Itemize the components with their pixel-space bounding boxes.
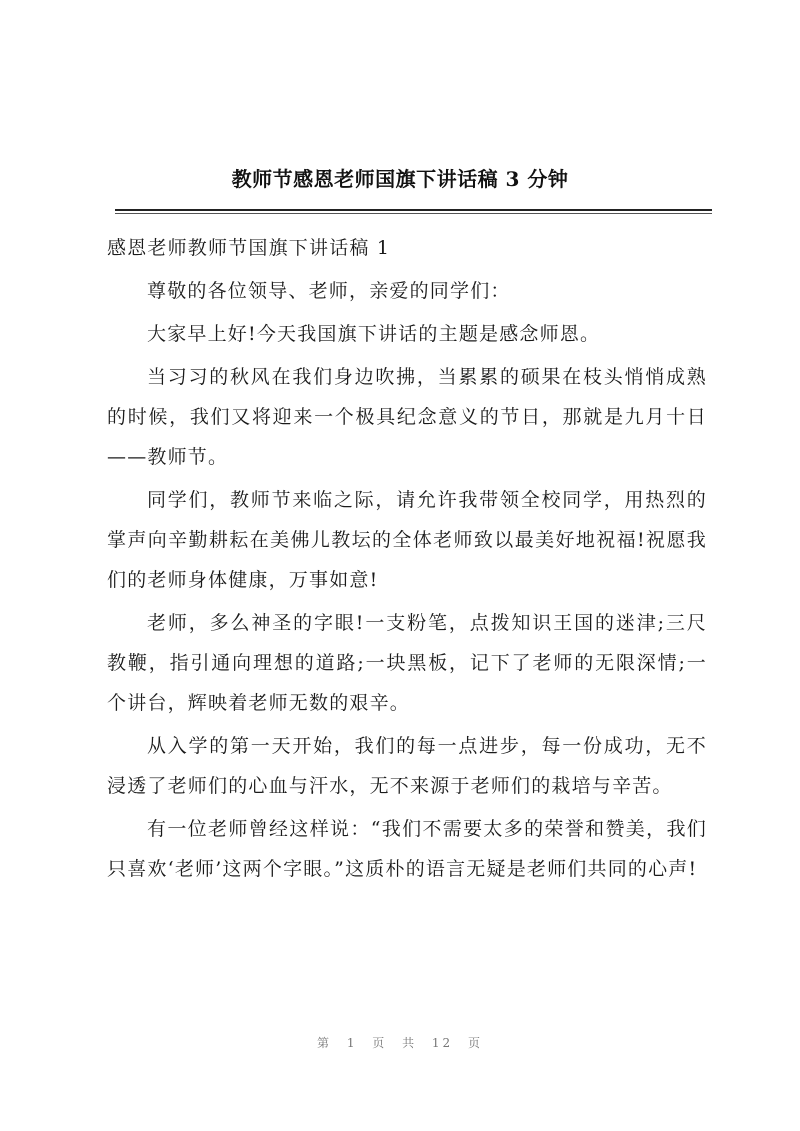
paragraph-teacher: 老师，多么神圣的字眼!一支粉笔，点拨知识王国的迷津;三尺教鞭，指引通向理想的道路;一块黑板，记下了老师的无限深情;一个讲台，辉映着老师无数的艰辛。	[107, 612, 707, 714]
paragraph-opening: 大家早上好!今天我国旗下讲话的主题是感念师恩。	[147, 323, 601, 345]
paragraph-blessing: 同学们，教师节来临之际，请允许我带领全校同学，用热烈的掌声向辛勤耕耘在美佛儿教坛的全体老师致以最美好地祝福!祝愿我们的老师身体健康，万事如意!	[107, 489, 707, 591]
title-divider-thin	[115, 213, 712, 214]
document-body	[107, 228, 707, 892]
paragraph-autumn: 当习习的秋风在我们身边吹拂，当累累的硕果在枝头悄悄成熟的时候，我们又将迎来一个极具纪念意义的节日，那就是九月十日——教师节。	[107, 366, 707, 468]
paragraph-quote: 有一位老师曾经这样说：“我们不需要太多的荣誉和赞美，我们只喜欢‘老师’这两个字眼。”这质朴的语言无疑是老师们共同的心声!	[107, 818, 707, 880]
title-divider	[115, 209, 712, 211]
paragraph-progress: 从入学的第一天开始，我们的每一点进步，每一份成功，无不浸透了老师们的心血与汗水，无不来源于老师们的栽培与辛苦。	[107, 735, 707, 797]
page-number: 第 1 页 共 12 页	[317, 1036, 483, 1050]
section-heading: 感恩老师教师节国旗下讲话稿 1	[107, 237, 391, 259]
paragraph-greeting: 尊敬的各位领导、老师，亲爱的同学们：	[147, 280, 511, 302]
document-title: 教师节感恩老师国旗下讲话稿 3 分钟	[231, 167, 569, 191]
